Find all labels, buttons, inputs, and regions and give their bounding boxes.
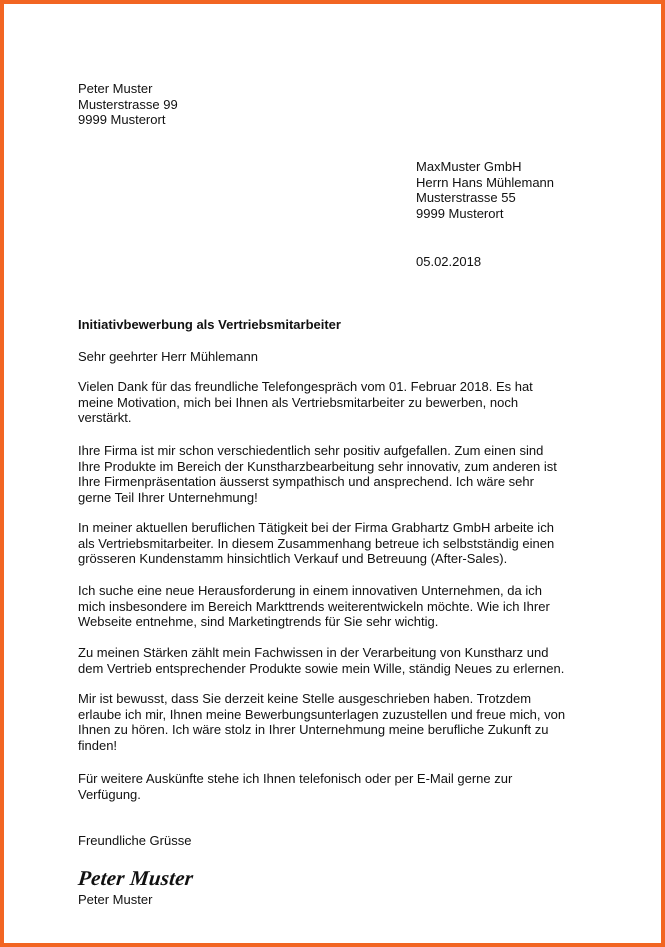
paragraph-line: Mir ist bewusst, dass Sie derzeit keine Stelle ausgeschrieben haben. Trotzdem (78, 691, 532, 706)
signer-name: Peter Muster (78, 892, 153, 907)
paragraph-line: Ihre Firma ist mir schon verschiedentlich sehr positiv aufgefallen. Zum einen sind (78, 443, 544, 458)
paragraph-line: Ihnen zu hören. Ich wäre stolz in Ihrer Unternehmung meine berufliche Zukunft zu (78, 722, 549, 737)
body-paragraph (78, 443, 598, 505)
body-paragraph (78, 379, 598, 426)
paragraph-line: erlaube ich mir, Ihnen meine Bewerbungsunterlagen zuzustellen und freue mich, von (78, 706, 566, 722)
sender-address (78, 81, 178, 128)
paragraph-line: gerne Teil Ihrer Unternehmung! (78, 489, 258, 505)
paragraph-line: dem Vertrieb entsprechender Produkte sowie mein Wille, ständig Neues zu erlernen. (78, 660, 565, 676)
body-paragraph (78, 771, 598, 802)
paragraph-line: als Vertriebsmitarbeiter. In diesem Zusammenhang betreue ich selbstständig einen (78, 535, 555, 551)
paragraph-line: Für weitere Auskünfte stehe ich Ihnen telefonisch oder per E-Mail gerne zur (78, 771, 513, 786)
recipient-street: Musterstrasse 55 (416, 190, 516, 205)
paragraph-line: Ich suche eine neue Herausforderung in einem innovativen Unternehmen, da ich (78, 583, 542, 598)
letter-date: 05.02.2018 (416, 254, 482, 269)
body-paragraph (78, 645, 598, 676)
letter-salutation: Sehr geehrter Herr Mühlemann (78, 349, 258, 364)
paragraph-line: In meiner aktuellen beruflichen Tätigkeit bei der Firma Grabhartz GmbH arbeite ich (78, 520, 554, 535)
paragraph-line: finden! (78, 737, 118, 753)
recipient-city: 9999 Musterort (416, 205, 504, 221)
paragraph-line: Verfügung. (78, 786, 141, 802)
paragraph-line: Webseite entnehme, sind Marketingtrends für Sie sehr wichtig. (78, 614, 439, 629)
paragraph-line: Ihre Firmenpräsentation äusserst sympathisch und ansprechend. Ich wäre sehr (78, 474, 534, 489)
paragraph-line: grösseren Kundenstamm hinsichtlich Verkauf und Betreuung (After-Sales). (78, 551, 508, 566)
sender-name: Peter Muster (78, 81, 153, 96)
paragraph-line: verstärkt. (78, 410, 132, 425)
letter-subject: Initiativbewerbung als Vertriebsmitarbeiter (78, 317, 341, 332)
sender-city: 9999 Musterort (78, 112, 166, 127)
recipient-person: Herrn Hans Mühlemann (416, 174, 555, 190)
letter-closing: Freundliche Grüsse (78, 833, 192, 848)
recipient-address (416, 159, 554, 221)
paragraph-line: Zu meinen Stärken zählt mein Fachwissen in der Verarbeitung von Kunstharz und (78, 645, 549, 660)
paragraph-line: meine Motivation, mich bei Ihnen als Vertriebsmitarbeiter zu bewerben, noch (78, 394, 519, 410)
sender-street: Musterstrasse 99 (78, 96, 178, 112)
paragraph-line: mich insbesondere im Bereich Markttrends weiterentwickeln möchte. Wie ich Ihrer (78, 598, 550, 614)
handwritten-signature: Peter Muster (77, 866, 195, 890)
paragraph-line: Ihre Produkte im Bereich der Kunstharzbearbeitung sehr innovativ, zum anderen ist (78, 458, 557, 474)
body-paragraph (78, 583, 598, 630)
body-paragraph (78, 520, 598, 567)
paragraph-line: Vielen Dank für das freundliche Telefongespräch vom 01. Februar 2018. Es hat (78, 379, 533, 394)
body-paragraph (78, 691, 598, 753)
recipient-company: MaxMuster GmbH (416, 159, 522, 174)
